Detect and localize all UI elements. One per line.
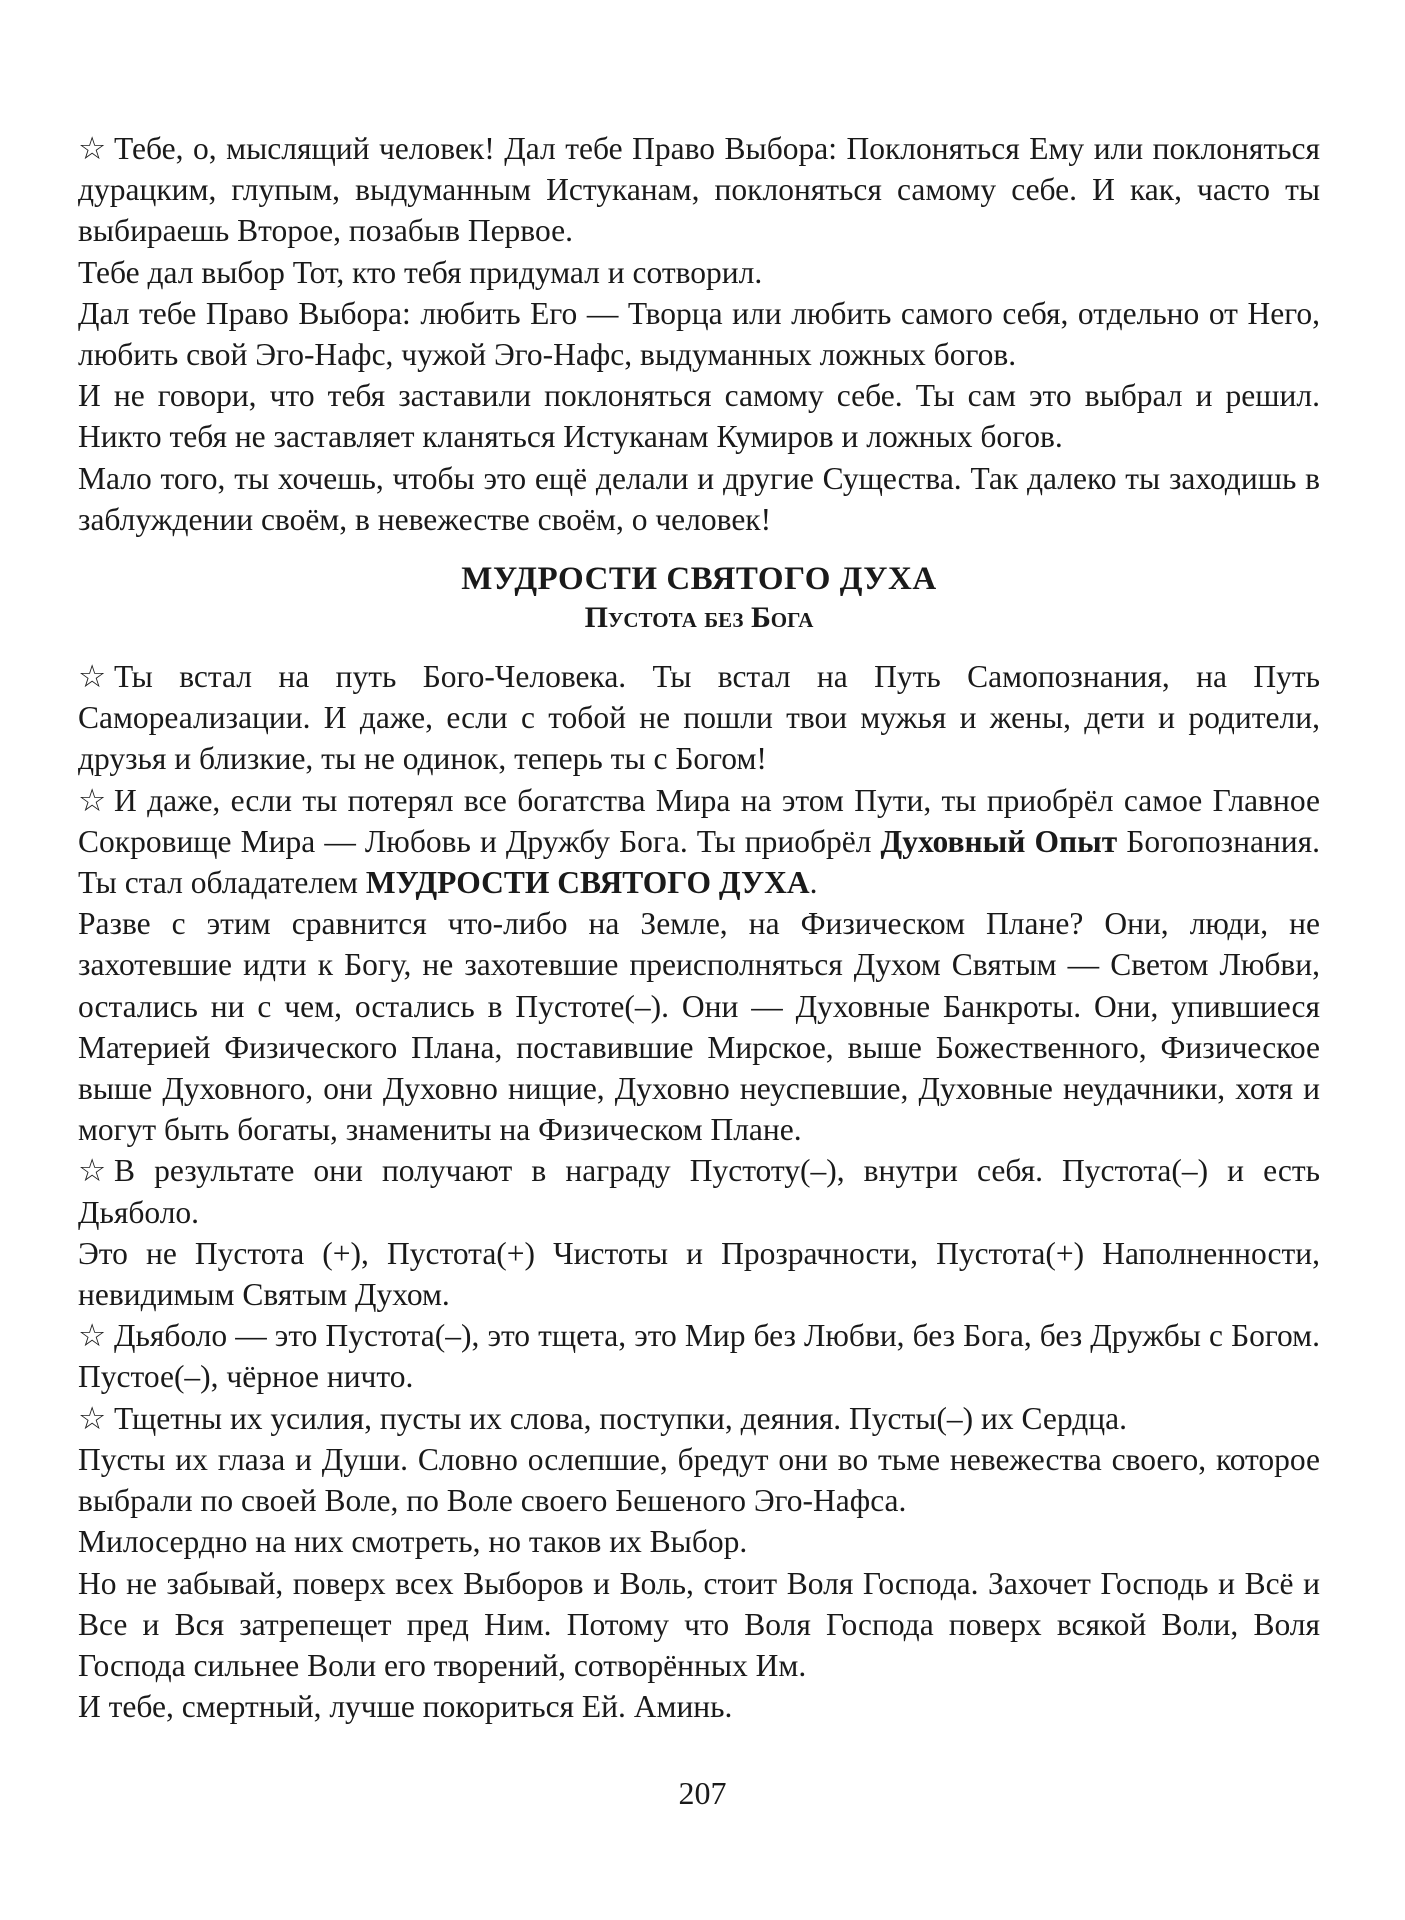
body-paragraph-4 bbox=[78, 1150, 1320, 1232]
body-text-2a: И даже, если ты потерял все богатства Мира на этом Пути, ты приобрёл самое Главное Сокровище Мира — Любовь и Дружбу Бога. Ты приобрёл bbox=[78, 782, 1320, 859]
body-text-1: Ты встал на путь Бого-Человека. Ты встал на Путь Самопознания, на Путь Самореализации. И даже, если с тобой не пошли твои мужья и жены, дети и родители, друзья и близкие, ты не одинок, теперь ты с Богом! bbox=[78, 659, 1320, 777]
body-paragraph-10: Но не забывай, поверх всех Выборов и Воль, стоит Воля Господа. Захочет Господь и Всё и Все и Вся затрепещет пред Ним. Потому что Воля Господа поверх всякой Воли, Воля Господа сильнее Воли его творений, сотворённых Им. bbox=[78, 1565, 1320, 1683]
bold-phrase-wisdom: МУДРОСТИ СВЯТОГО ДУХА bbox=[365, 865, 810, 901]
page-content bbox=[78, 128, 1320, 1727]
body-paragraph-3: Разве с этим сравнится что-либо на Земле, на Физическом Плане? Они, люди, не захотевшие идти к Богу, не захотевшие преисполняться Духом Святым — Светом Любви, остались ни с чем, остались в Пустоте(–). Они — Духовные Банкроты. Они, упившиеся Материей Физического Плана, поставившие Мирское, выше Божественного, Физическое выше Духовного, они Духовно нищие, Духовно неуспевшие, Духовные неудачники, хотя и могут быть богаты, знамениты на Физическом Плане. bbox=[78, 906, 1320, 1148]
body-text-7: Тщетны их усилия, пусты их слова, поступки, деяния. Пусты(–) их Сердца. bbox=[114, 1400, 1127, 1436]
body-paragraph-1 bbox=[78, 656, 1320, 780]
star-icon: ☆ bbox=[78, 1153, 107, 1189]
star-icon: ☆ bbox=[78, 782, 107, 818]
intro-paragraph-3: Дал тебе Право Выбора: любить Его — Творца или любить самого себя, отдельно от Него, любить свой Эго-Нафс, чужой Эго-Нафс, выдуманных ложных богов. bbox=[78, 295, 1320, 373]
body-paragraph-8: Пусты их глаза и Души. Словно ослепшие, бредут они во тьме невежества своего, которое выбрали по своей Воле, по Воле своего Бешеного Эго-Нафса. bbox=[78, 1441, 1320, 1519]
section-subtitle: Пустота без Бога bbox=[584, 601, 814, 635]
body-paragraph-5: Это не Пустота (+), Пустота(+) Чистоты и Прозрачности, Пустота(+) Наполненности, невидимым Святым Духом. bbox=[78, 1235, 1320, 1313]
bold-phrase-spiritual-experience: Духовный Опыт bbox=[880, 823, 1118, 859]
body-text-6: Дьяболо — это Пустота(–), это тщета, это Мир без Любви, без Бога, без Дружбы с Богом. Пустое(–), чёрное ничто. bbox=[78, 1318, 1320, 1395]
body-text-2c: Богопознания. Ты стал обладателем bbox=[78, 823, 1321, 901]
body-paragraph-6 bbox=[78, 1315, 1320, 1397]
intro-paragraph-1 bbox=[78, 128, 1320, 252]
intro-paragraph-2: Тебе дал выбор Тот, кто тебя придумал и сотворил. bbox=[78, 254, 763, 290]
page-number: 207 bbox=[678, 1775, 727, 1811]
star-icon: ☆ bbox=[78, 1400, 107, 1436]
body-text-4: В результате они получают в награду Пустоту(–), внутри себя. Пустота(–) и есть Дьяболо. bbox=[78, 1153, 1320, 1230]
star-icon: ☆ bbox=[78, 659, 107, 695]
intro-text-1: Тебе, о, мыслящий человек! Дал тебе Право Выбора: Поклоняться Ему или поклоняться дурацким, глупым, выдуманным Истуканам, поклоняться самому себе. И как, часто ты выбираешь Второе, позабыв Первое. bbox=[78, 131, 1320, 249]
star-icon: ☆ bbox=[78, 131, 107, 166]
body-paragraph-9: Милосердно на них смотреть, но таков их Выбор. bbox=[78, 1524, 748, 1560]
star-icon: ☆ bbox=[78, 1318, 107, 1354]
body-text-2d: . bbox=[809, 865, 818, 901]
intro-paragraph-5: Мало того, ты хочешь, чтобы это ещё делали и другие Существа. Так далеко ты заходишь в заблуждении своём, в невежестве своём, о человек! bbox=[78, 460, 1320, 537]
body-paragraph-2 bbox=[78, 780, 1320, 904]
section-heading bbox=[78, 558, 1320, 636]
body-paragraph-11: И тебе, смертный, лучше покориться Ей. Аминь. bbox=[78, 1689, 733, 1725]
intro-paragraph-4: И не говори, что тебя заставили поклоняться самому себе. Ты сам это выбрал и решил. Никто тебя не заставляет кланяться Истуканам Кумиров и ложных богов. bbox=[78, 378, 1320, 455]
section-title: МУДРОСТИ СВЯТОГО ДУХА bbox=[461, 561, 937, 598]
body-paragraph-7 bbox=[78, 1398, 1320, 1439]
